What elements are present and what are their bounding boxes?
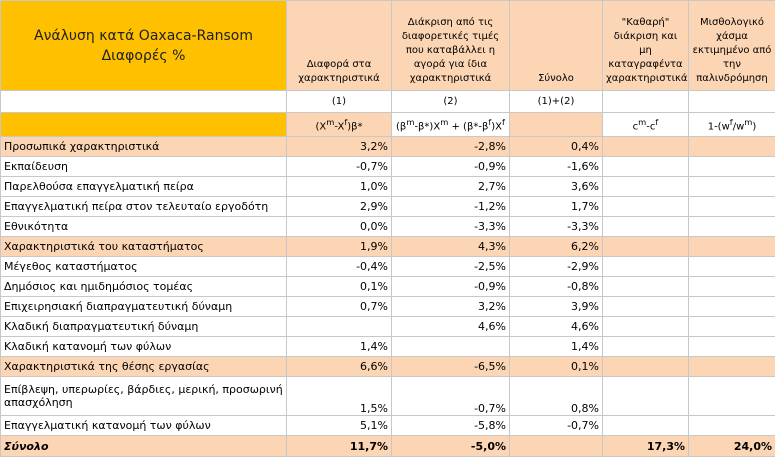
row-c1	[287, 317, 392, 337]
table-row	[1, 177, 775, 197]
row-label: Επαγγελματική κατανομή των φύλων	[1, 416, 287, 436]
total-label: Σύνολο	[1, 436, 287, 457]
row-c4	[603, 377, 689, 416]
row-c1: 1,9%	[287, 237, 392, 257]
row-label: Εκπαίδευση	[1, 157, 287, 177]
table-row	[1, 317, 775, 337]
row-c4	[603, 277, 689, 297]
total-c2: -5,0%	[392, 436, 510, 457]
row-label: Προσωπικά χαρακτηριστικά	[1, 137, 287, 157]
row-label: Δημόσιος και ημιδημόσιος τομέας	[1, 277, 287, 297]
formula-label-cell	[1, 113, 287, 137]
row-c3: -2,9%	[510, 257, 603, 277]
row-c5	[689, 217, 775, 237]
row-c2: 3,2%	[392, 297, 510, 317]
row-c2: -1,2%	[392, 197, 510, 217]
formula-4: $c^m-c^f$	[603, 113, 689, 137]
header-total: Σύνολο	[510, 1, 603, 91]
row-c1: 3,2%	[287, 137, 392, 157]
row-label: Επαγγελματική πείρα στον τελευταίο εργοδότη	[1, 197, 287, 217]
row-c1: 0,7%	[287, 297, 392, 317]
row-c2: -2,8%	[392, 137, 510, 157]
row-c3: 6,2%	[510, 237, 603, 257]
empty-cell	[603, 91, 689, 113]
row-c5	[689, 377, 775, 416]
total-row	[1, 436, 775, 457]
formula-2: $(\beta^m-\beta*)X^m + (\beta*-\beta^f)X^f$	[392, 113, 510, 137]
formula-1: $(X^m-X^f)\beta*$	[287, 113, 392, 137]
row-c4	[603, 157, 689, 177]
row-c4	[603, 257, 689, 277]
row-c2: -6,5%	[392, 357, 510, 377]
row-c3: -3,3%	[510, 217, 603, 237]
title-line-1: Ανάλυση κατά Oaxaca-Ransom	[4, 26, 283, 46]
row-c5	[689, 157, 775, 177]
table-row	[1, 157, 775, 177]
row-c1: 6,6%	[287, 357, 392, 377]
formula-5: $1-(w^f/w^m)$	[689, 113, 775, 137]
row-c3: 3,9%	[510, 297, 603, 317]
row-c1: -0,4%	[287, 257, 392, 277]
row-c2: -0,7%	[392, 377, 510, 416]
row-c5	[689, 237, 775, 257]
header-characteristics-difference: Διαφορά στα χαρακτηριστικά	[287, 1, 392, 91]
row-label: Επίβλεψη, υπερωρίες, βάρδιες, μερική, προσωρινή απασχόληση	[1, 377, 287, 416]
row-c3: 1,7%	[510, 197, 603, 217]
row-c2: -2,5%	[392, 257, 510, 277]
row-c5	[689, 257, 775, 277]
row-c2: -3,3%	[392, 217, 510, 237]
table-row	[1, 416, 775, 436]
row-c4	[603, 217, 689, 237]
row-c2: 4,3%	[392, 237, 510, 257]
row-c1: -0,7%	[287, 157, 392, 177]
column-number-row	[1, 91, 775, 113]
row-c3: 0,4%	[510, 137, 603, 157]
row-label: Χαρακτηριστικά του καταστήματος	[1, 237, 287, 257]
row-label: Παρελθούσα επαγγελματική πείρα	[1, 177, 287, 197]
category-row	[1, 137, 775, 157]
total-c1: 11,7%	[287, 436, 392, 457]
row-c5	[689, 416, 775, 436]
row-c2: 2,7%	[392, 177, 510, 197]
row-c4	[603, 317, 689, 337]
row-label: Κλαδική κατανομή των φύλων	[1, 337, 287, 357]
row-c1: 1,4%	[287, 337, 392, 357]
row-label: Χαρακτηριστικά της θέσης εργασίας	[1, 357, 287, 377]
row-c3: -1,6%	[510, 157, 603, 177]
empty-cell	[689, 91, 775, 113]
title-line-2: Διαφορές %	[4, 46, 283, 66]
row-c4	[603, 177, 689, 197]
category-row	[1, 237, 775, 257]
col-number-3: (1)+(2)	[510, 91, 603, 113]
empty-cell	[1, 91, 287, 113]
row-c5	[689, 297, 775, 317]
col-number-2: (2)	[392, 91, 510, 113]
table-row	[1, 337, 775, 357]
table-row	[1, 197, 775, 217]
total-c5: 24,0%	[689, 436, 775, 457]
header-row	[1, 1, 775, 91]
category-row	[1, 357, 775, 377]
row-c2: 4,6%	[392, 317, 510, 337]
total-c3	[510, 436, 603, 457]
row-label: Κλαδική διαπραγματευτική δύναμη	[1, 317, 287, 337]
header-price-discrimination: Διάκριση από τις διαφορετικές τιμές που καταβάλλει η αγορά για ίδια χαρακτηριστικά	[392, 1, 510, 91]
row-c5	[689, 277, 775, 297]
table-row	[1, 377, 775, 416]
header-wage-gap: Μισθολογικό χάσμα εκτιμημένο από την παλινδρόμηση	[689, 1, 775, 91]
row-c4	[603, 416, 689, 436]
row-c4	[603, 137, 689, 157]
row-c5	[689, 337, 775, 357]
row-label: Μέγεθος καταστήματος	[1, 257, 287, 277]
row-c1: 1,0%	[287, 177, 392, 197]
table-body	[1, 137, 775, 436]
row-c2: -0,9%	[392, 277, 510, 297]
formula-3	[510, 113, 603, 137]
row-c3: -0,8%	[510, 277, 603, 297]
header-net-discrimination: "Καθαρή" διάκριση και μη καταγραφέντα χαρακτηριστικά	[603, 1, 689, 91]
col-number-1: (1)	[287, 91, 392, 113]
row-c1: 0,1%	[287, 277, 392, 297]
row-c4	[603, 197, 689, 217]
row-c1: 5,1%	[287, 416, 392, 436]
row-c3: 0,1%	[510, 357, 603, 377]
row-c3: 3,6%	[510, 177, 603, 197]
row-c5	[689, 197, 775, 217]
row-c3: 1,4%	[510, 337, 603, 357]
row-c5	[689, 137, 775, 157]
row-c2	[392, 337, 510, 357]
formula-row	[1, 113, 775, 137]
table-row	[1, 257, 775, 277]
row-c3: 0,8%	[510, 377, 603, 416]
row-c1: 1,5%	[287, 377, 392, 416]
row-c3: -0,7%	[510, 416, 603, 436]
row-c3: 4,6%	[510, 317, 603, 337]
row-c4	[603, 297, 689, 317]
row-c1: 2,9%	[287, 197, 392, 217]
row-label: Εθνικότητα	[1, 217, 287, 237]
row-c5	[689, 317, 775, 337]
row-c1: 0,0%	[287, 217, 392, 237]
row-c5	[689, 177, 775, 197]
table-row	[1, 217, 775, 237]
row-label: Επιχειρησιακή διαπραγματευτική δύναμη	[1, 297, 287, 317]
table-row	[1, 297, 775, 317]
row-c4	[603, 237, 689, 257]
row-c4	[603, 357, 689, 377]
row-c2: -5,8%	[392, 416, 510, 436]
row-c4	[603, 337, 689, 357]
table-title	[1, 1, 287, 91]
table-row	[1, 277, 775, 297]
row-c5	[689, 357, 775, 377]
total-c4: 17,3%	[603, 436, 689, 457]
row-c2: -0,9%	[392, 157, 510, 177]
